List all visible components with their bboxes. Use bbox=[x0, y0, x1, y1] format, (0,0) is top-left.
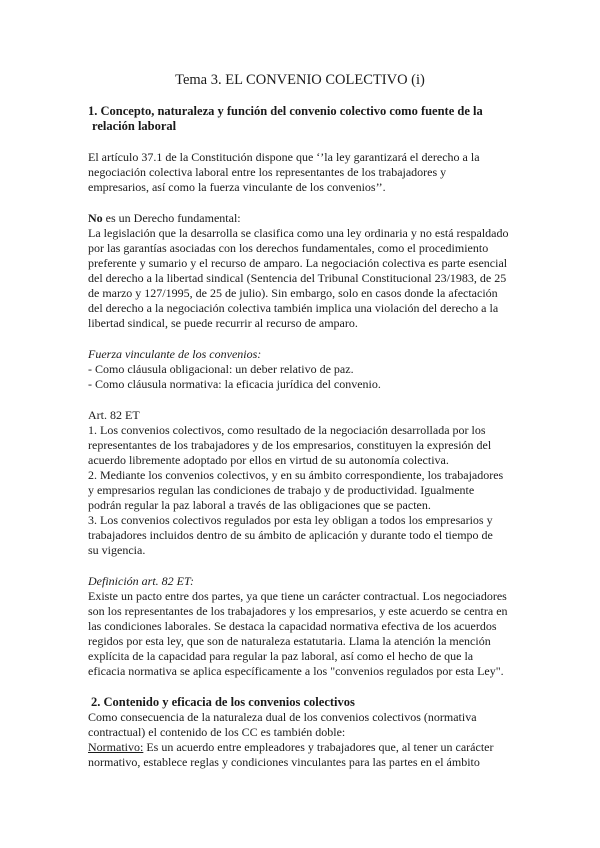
text-line: Existe un pacto entre dos partes, ya que tiene un carácter contractual. Los negociadores bbox=[88, 589, 507, 603]
section-2-heading: 2. Contenido y eficacia de los convenios colectivos bbox=[91, 695, 355, 709]
text-line: empresarios, así como la fuerza vinculante de los convenios’’. bbox=[88, 180, 386, 194]
section-1-heading-line: 1. Concepto, naturaleza y función del convenio colectivo como fuente de la bbox=[88, 104, 483, 118]
binding-force-block bbox=[88, 347, 528, 392]
binding-force-heading: Fuerza vinculante de los convenios: bbox=[88, 347, 262, 361]
normativo-label: Normativo: bbox=[88, 740, 144, 754]
text-line: normativo, establece reglas y condiciones vinculantes para las partes en el ámbito bbox=[88, 755, 480, 769]
legislation-paragraph bbox=[88, 226, 528, 331]
text-line: Es un acuerdo entre empleadores y trabajadores que, al tener un carácter bbox=[143, 740, 494, 754]
text-line: Como consecuencia de la naturaleza dual de los convenios colectivos (normativa bbox=[88, 710, 477, 724]
text-line: trabajadores incluidos dentro de su ámbito de aplicación y durante todo el tiempo de bbox=[88, 528, 493, 542]
definition-heading: Definición art. 82 ET: bbox=[88, 574, 194, 588]
text-line: 1. Los convenios colectivos, como resultado de la negociación desarrollada por los bbox=[88, 423, 486, 437]
text-line: del derecho a la libertad sindical (Sentencia del Tribunal Constitucional 23/1983, de 25 bbox=[88, 271, 507, 285]
no-fundamental-rest: es un Derecho fundamental: bbox=[102, 211, 241, 225]
text-line: regidos por esta ley, que son de naturaleza estatutaria. Llama la atención la mención bbox=[88, 634, 491, 648]
text-line: 2. Mediante los convenios colectivos, y en su ámbito correspondiente, los trabajadores bbox=[88, 468, 504, 482]
text-line: son los representantes de los trabajadores y los empresarios, y este acuerdo se centra en bbox=[88, 604, 508, 618]
text-line: contractual) el contenido de los CC es también doble: bbox=[88, 725, 346, 739]
document-title: Tema 3. EL CONVENIO COLECTIVO (i) bbox=[175, 72, 425, 88]
text-line: su vigencia. bbox=[88, 543, 146, 557]
no-fundamental-right-line bbox=[88, 211, 528, 226]
text-line: negociación colectiva laboral entre los representantes de los trabajadores y bbox=[88, 165, 447, 179]
text-line: La legislación que la desarrolla se clasifica como una ley ordinaria y no está respaldado bbox=[88, 226, 509, 240]
text-line: acuerdo libremente adoptado por ellos en virtud de su autonomía colectiva. bbox=[88, 453, 449, 467]
text-line: libertad sindical, se puede recurrir al recurso de amparo. bbox=[88, 316, 358, 330]
text-line: las condiciones laborales. Se destaca la capacidad normativa efectiva de los acuerdos bbox=[88, 619, 497, 633]
text-line: 3. Los convenios colectivos regulados por esta ley obligan a todos los empresarios y bbox=[88, 513, 493, 527]
no-bold: No bbox=[88, 211, 103, 225]
section-1-heading-line: relación laboral bbox=[92, 119, 177, 133]
text-line: eficacia normativa se aplica específicamente a los "convenios regulados por esta Ley". bbox=[88, 664, 504, 678]
article-82-block bbox=[88, 408, 528, 558]
list-item: - Como cláusula obligacional: un deber relativo de paz. bbox=[88, 362, 354, 376]
document-body bbox=[88, 104, 528, 770]
list-item: - Como cláusula normativa: la eficacia jurídica del convenio. bbox=[88, 377, 381, 391]
section-2-intro bbox=[88, 710, 528, 770]
text-line: podrán regular la paz laboral a través de las obligaciones que se pacten. bbox=[88, 498, 431, 512]
text-line: de marzo y 127/1995, de 25 de julio). Sin embargo, solo en casos donde la afectación bbox=[88, 286, 498, 300]
text-line: explícita de la capacidad para regular la paz laboral, así como el hecho de que la bbox=[88, 649, 474, 663]
text-line: y empresarios regulan las condiciones de trabajo y de productividad. Igualmente bbox=[88, 483, 475, 497]
text-line: del derecho a la negociación colectiva también implica una violación del derecho a la bbox=[88, 301, 499, 315]
section-1-heading bbox=[88, 104, 528, 134]
article-82-heading: Art. 82 ET bbox=[88, 408, 140, 422]
text-line: representantes de los trabajadores y de los empresarios, constituyen la expresión del bbox=[88, 438, 492, 452]
text-line: por las garantías asociadas con los derechos fundamentales, como el procedimiento bbox=[88, 241, 489, 255]
text-line: El artículo 37.1 de la Constitución dispone que ‘’la ley garantizará el derecho a la bbox=[88, 150, 480, 164]
text-line: preferente y sumario y el recurso de amparo. La negociación colectiva es parte esencial bbox=[88, 256, 508, 270]
constitution-paragraph bbox=[88, 150, 528, 195]
definition-block bbox=[88, 574, 528, 679]
